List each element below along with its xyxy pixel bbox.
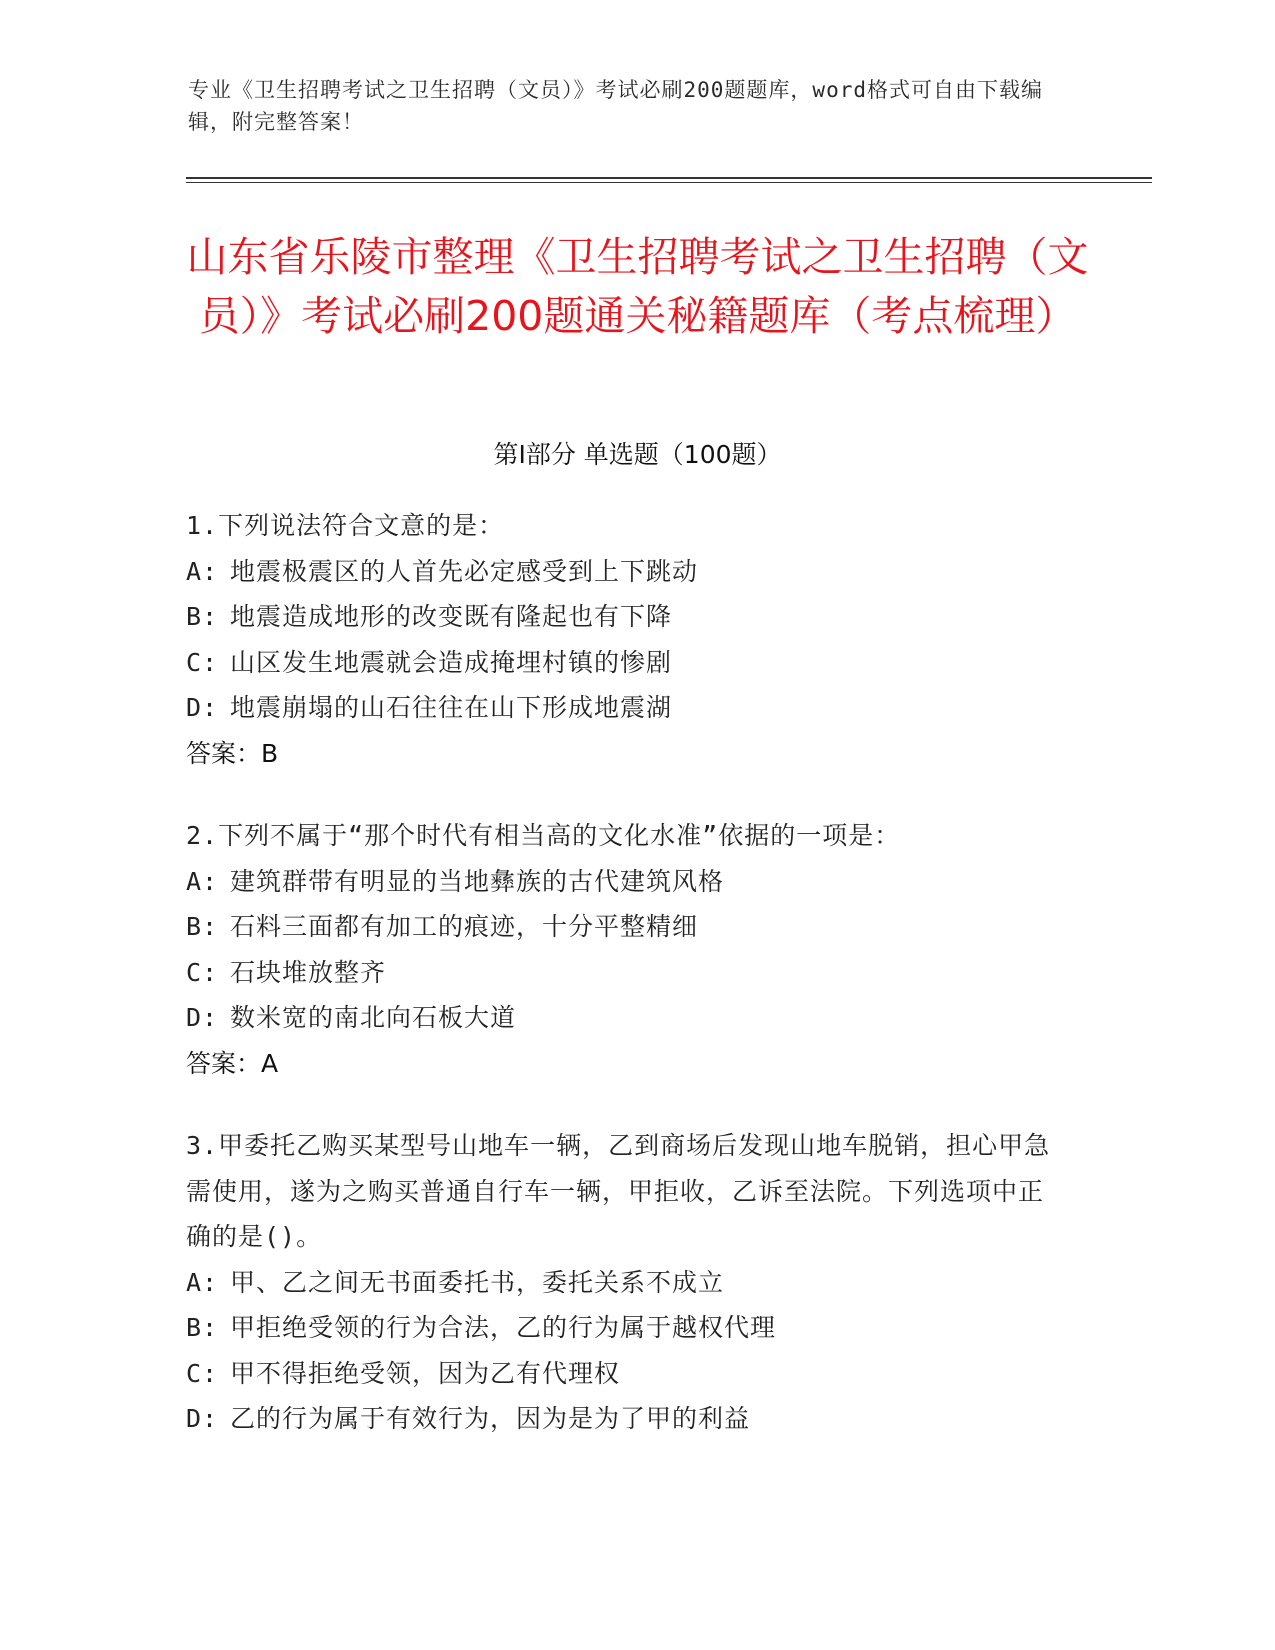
option-text: 甲不得拒绝受领，因为乙有代理权	[230, 1358, 621, 1388]
option-key: D:	[186, 1404, 219, 1433]
question-3	[186, 1123, 1066, 1442]
option-key: D:	[186, 693, 219, 722]
option-key: A:	[186, 556, 219, 586]
header-note: 专业《卫生招聘考试之卫生招聘（文员）》考试必刷200题题库，word格式可自由下载编辑，附完整答案！	[188, 78, 1043, 134]
option-text: 石料三面都有加工的痕迹，十分平整精细	[230, 912, 699, 941]
option-a	[186, 859, 1086, 905]
option-text: 石块堆放整齐	[230, 957, 387, 987]
section-title: 第Ⅰ部分 单选题（100题）	[493, 440, 782, 469]
option-key: D:	[186, 1003, 219, 1032]
header-divider-thin	[186, 182, 1152, 183]
document-title: 山东省乐陵市整理《卫生招聘考试之卫生招聘（文员）》考试必刷200题通关秘籍题库（考点梳理）	[186, 233, 1089, 340]
option-key: C:	[186, 647, 219, 677]
option-text: 地震崩塌的山石往往在山下形成地震湖	[230, 693, 673, 722]
option-text: 甲、乙之间无书面委托书，委托关系不成立	[230, 1267, 725, 1297]
option-c	[186, 950, 1086, 996]
question-2	[186, 813, 1086, 1086]
option-key: B:	[186, 912, 219, 941]
header-divider-thick	[186, 177, 1152, 179]
option-text: 甲拒绝受领的行为合法，乙的行为属于越权代理	[230, 1313, 777, 1342]
question-1	[186, 503, 1086, 776]
option-text: 乙的行为属于有效行为，因为是为了甲的利益	[230, 1404, 751, 1433]
option-text: 地震极震区的人首先必定感受到上下跳动	[230, 556, 699, 586]
option-a	[186, 1260, 1066, 1306]
option-b	[186, 594, 1086, 640]
option-d	[186, 995, 1086, 1041]
option-text: 山区发生地震就会造成掩埋村镇的惨剧	[230, 647, 673, 677]
option-d	[186, 685, 1086, 731]
option-key: B:	[186, 602, 219, 631]
option-d	[186, 1396, 1066, 1442]
option-c	[186, 1351, 1066, 1397]
option-a	[186, 549, 1086, 595]
answer: 答案：B	[186, 738, 279, 768]
option-key: C:	[186, 957, 219, 987]
option-key: A:	[186, 866, 219, 896]
option-text: 数米宽的南北向石板大道	[230, 1003, 517, 1032]
option-b	[186, 1305, 1066, 1351]
option-key: A:	[186, 1267, 219, 1297]
option-text: 地震造成地形的改变既有隆起也有下降	[230, 602, 673, 631]
question-stem: 3.甲委托乙购买某型号山地车一辆，乙到商场后发现山地车脱销，担心甲急需使用，遂为之购买普通自行车一辆，甲拒收，乙诉至法院。下列选项中正确的是()。	[186, 1131, 1051, 1251]
option-c	[186, 640, 1086, 686]
question-stem: 2.下列不属于“那个时代有相当高的文化水准”依据的一项是：	[186, 821, 901, 850]
option-key: C:	[186, 1358, 219, 1388]
question-stem: 1.下列说法符合文意的是：	[186, 511, 505, 540]
option-text: 建筑群带有明显的当地彝族的古代建筑风格	[230, 866, 725, 896]
answer: 答案：A	[186, 1048, 279, 1078]
option-key: B:	[186, 1313, 219, 1342]
option-b	[186, 904, 1086, 950]
